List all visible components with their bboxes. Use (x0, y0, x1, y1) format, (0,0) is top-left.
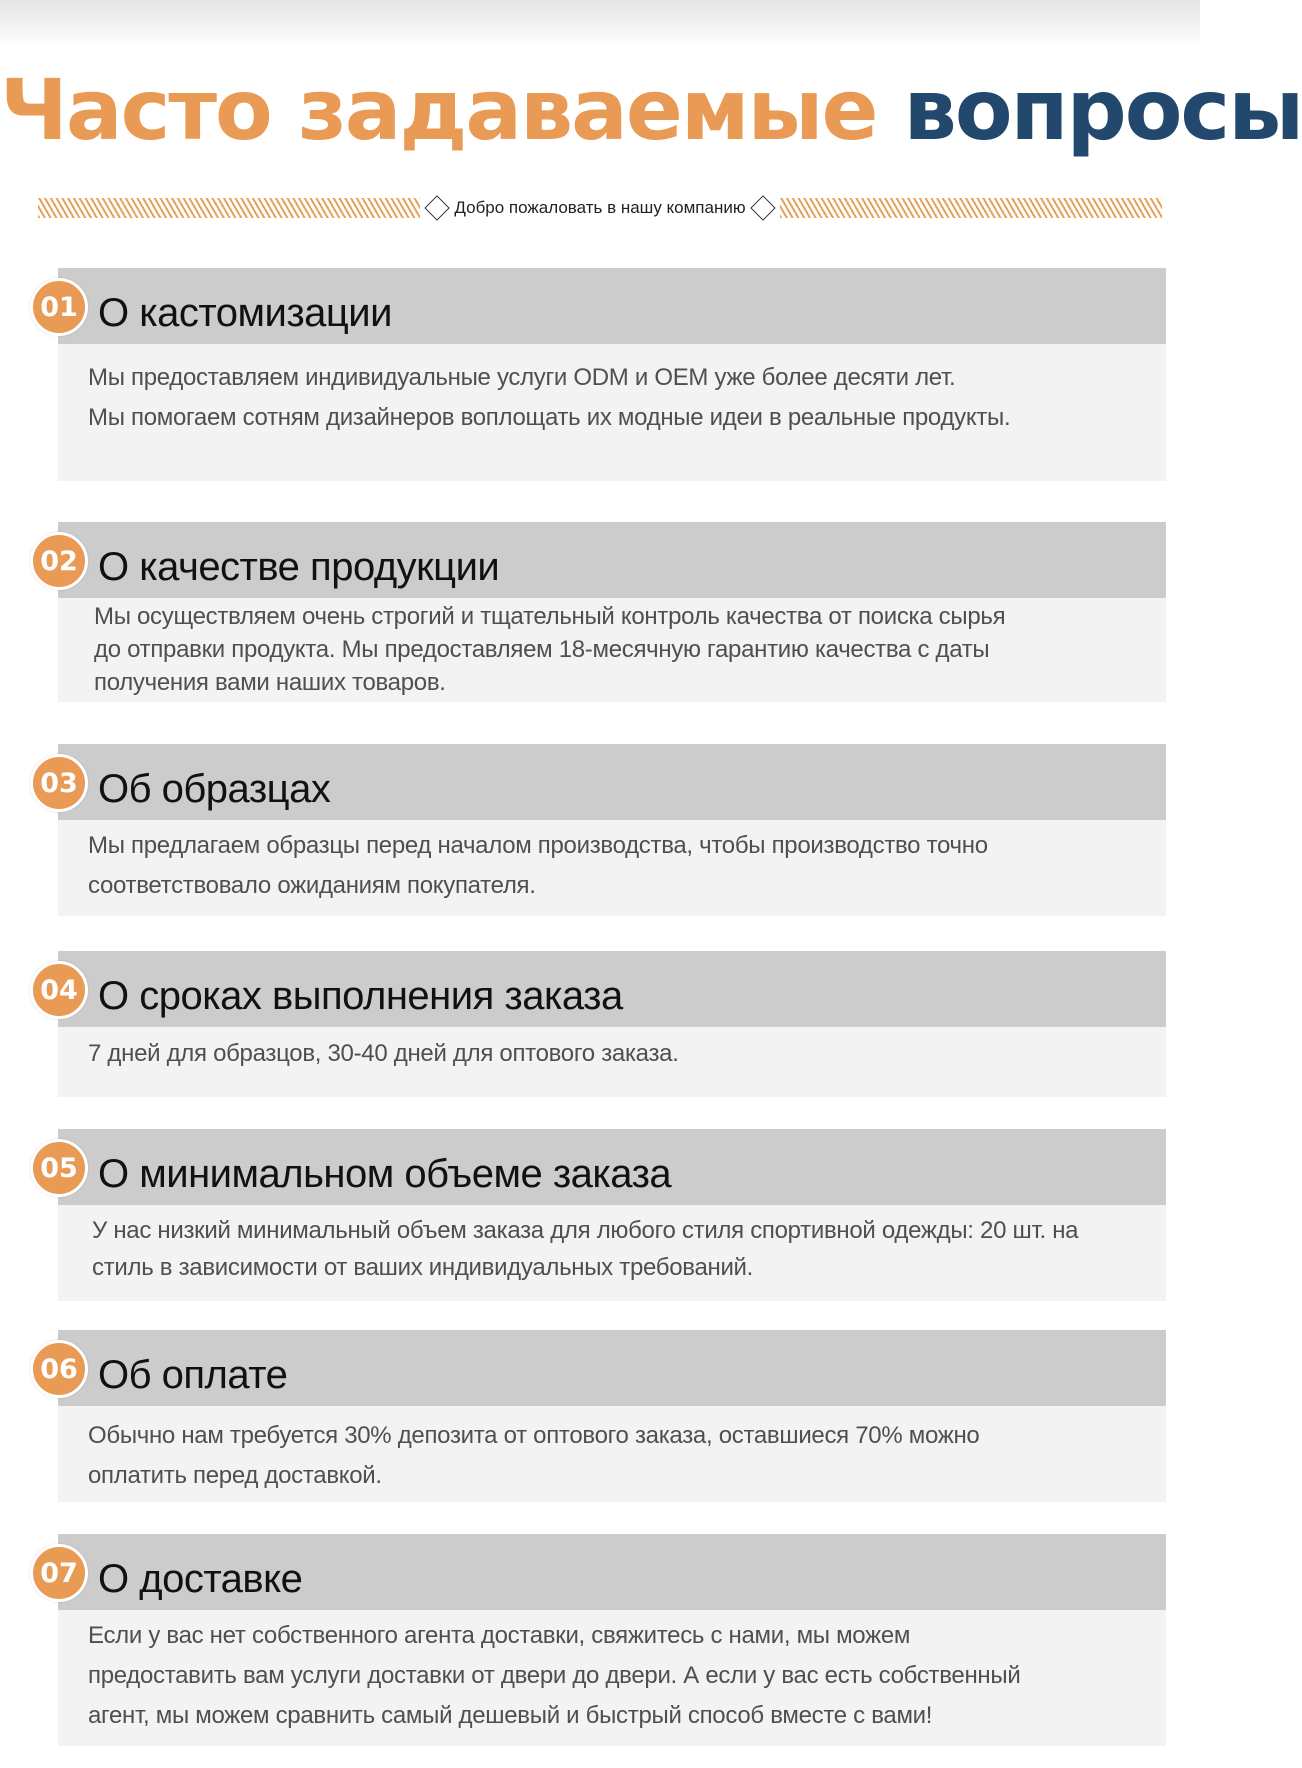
faq-answer-line: получения вами наших товаров. (94, 669, 446, 696)
faq-answer-panel (58, 1610, 1166, 1746)
faq-answer-line: до отправки продукта. Мы предоставляем 18-месячную гарантию качества с даты (94, 636, 990, 663)
faq-answer (94, 600, 1148, 699)
faq-answer (92, 1212, 1148, 1286)
faq-answer (88, 826, 1148, 906)
faq-answer-panel (58, 1205, 1166, 1301)
faq-answer-panel (58, 344, 1166, 481)
faq-answer-line: Мы предоставляем индивидуальные услуги ODM и OEM уже более десяти лет. (88, 364, 956, 391)
faq-answer-panel (58, 820, 1166, 916)
faq-answer (88, 1416, 1148, 1496)
faq-answer-line: Мы предлагаем образцы перед началом производства, чтобы производство точно (88, 832, 988, 859)
faq-number-badge: 02 (30, 532, 88, 590)
faq-number-badge: 04 (30, 961, 88, 1019)
faq-answer (88, 358, 1148, 438)
faq-answer-line: Мы помогаем сотням дизайнеров воплощать их модные идеи в реальные продукты. (88, 404, 1011, 431)
tagline-row (38, 194, 1162, 222)
faq-question-bar (58, 268, 1166, 344)
page-title-part1: Часто задаваемые (0, 61, 877, 159)
page-title-part2: вопросы (903, 61, 1302, 159)
faq-answer (88, 1616, 1148, 1736)
faq-question-bar (58, 1534, 1166, 1610)
faq-question-bar (58, 522, 1166, 598)
faq-number-badge: 07 (30, 1544, 88, 1602)
faq-answer-line: оплатить перед доставкой. (88, 1462, 382, 1489)
faq-answer-line: стиль в зависимости от ваших индивидуальных требований. (92, 1254, 754, 1281)
faq-number-badge: 03 (30, 754, 88, 812)
faq-number-badge: 05 (30, 1139, 88, 1197)
faq-answer-line: Мы осуществляем очень строгий и тщательный контроль качества от поиска сырья (94, 603, 1006, 630)
faq-question: Об оплате (98, 1353, 288, 1397)
page-title (0, 60, 1302, 160)
faq-answer-line: У нас низкий минимальный объем заказа для любого стиля спортивной одежды: 20 шт. на (92, 1217, 1079, 1244)
faq-answer-line: соответствовало ожиданиям покупателя. (88, 872, 536, 899)
faq-question: О кастомизации (98, 291, 392, 335)
diamond-left-icon (425, 195, 450, 220)
faq-question: О доставке (98, 1557, 303, 1601)
faq-question: О качестве продукции (98, 545, 500, 589)
faq-question-bar (58, 1129, 1166, 1205)
faq-answer-panel (58, 1027, 1166, 1097)
hatch-left (38, 198, 420, 218)
faq-answer-line: агент, мы можем сравнить самый дешевый и быстрый способ вместе с вами! (88, 1702, 933, 1729)
faq-answer-panel (58, 598, 1166, 702)
top-shade (0, 0, 1200, 48)
faq-answer-panel (58, 1406, 1166, 1502)
tagline: Добро пожаловать в нашу компанию (454, 198, 746, 217)
faq-number-badge: 06 (30, 1340, 88, 1398)
faq-number-badge: 01 (30, 278, 88, 336)
faq-answer-line: 7 дней для образцов, 30-40 дней для оптового заказа. (88, 1040, 679, 1067)
faq-question-bar (58, 1330, 1166, 1406)
faq-question: Об образцах (98, 767, 331, 811)
diamond-right-icon (750, 195, 775, 220)
faq-question: О сроках выполнения заказа (98, 974, 623, 1018)
faq-question-bar (58, 951, 1166, 1027)
faq-question-bar (58, 744, 1166, 820)
faq-question: О минимальном объеме заказа (98, 1152, 672, 1196)
faq-answer (88, 1037, 1148, 1071)
faq-answer-line: Если у вас нет собственного агента доставки, свяжитесь с нами, мы можем (88, 1622, 911, 1649)
faq-answer-line: Обычно нам требуется 30% депозита от оптового заказа, оставшиеся 70% можно (88, 1422, 980, 1449)
faq-answer-line: предоставить вам услуги доставки от двери до двери. А если у вас есть собственный (88, 1662, 1021, 1689)
hatch-right (780, 198, 1162, 218)
